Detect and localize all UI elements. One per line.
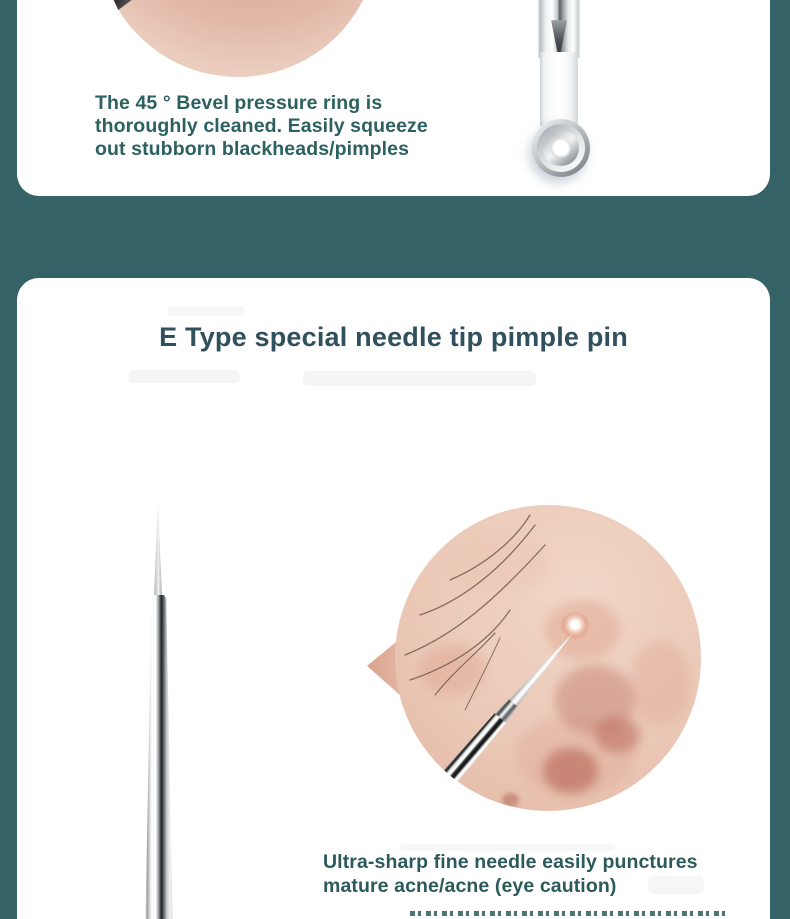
top-caption — [95, 92, 475, 161]
top-caption-line: thoroughly cleaned. Easily squeeze — [95, 115, 428, 137]
bottom-caption-line: mature acne/acne (eye caution) — [323, 875, 617, 897]
needle-in-photo — [395, 505, 701, 811]
tool-pressure-ring — [532, 119, 590, 177]
watermark-smudge — [128, 370, 240, 383]
acne-skin-with-needle-photo — [395, 505, 701, 811]
bottom-caption-line: Ultra-sharp fine needle easily punctures — [323, 851, 698, 873]
watermark-smudge — [400, 844, 615, 851]
needle-shaft — [145, 595, 173, 919]
needle-tip — [154, 504, 162, 599]
top-caption-line: The 45 ° Bevel pressure ring is — [95, 92, 383, 114]
cutoff-text-remnant — [410, 911, 725, 916]
watermark-smudge — [648, 876, 704, 894]
watermark-smudge — [167, 306, 245, 316]
tool-blade — [540, 52, 578, 126]
top-caption-line: out stubborn blackheads/pimples — [95, 138, 410, 160]
section-title: E Type special needle tip pimple pin — [159, 322, 628, 352]
watermark-smudge — [303, 371, 536, 386]
bottom-card — [17, 278, 770, 919]
ring-hole — [551, 138, 571, 158]
top-card — [17, 0, 770, 196]
skin-closeup-photo — [98, 0, 378, 77]
